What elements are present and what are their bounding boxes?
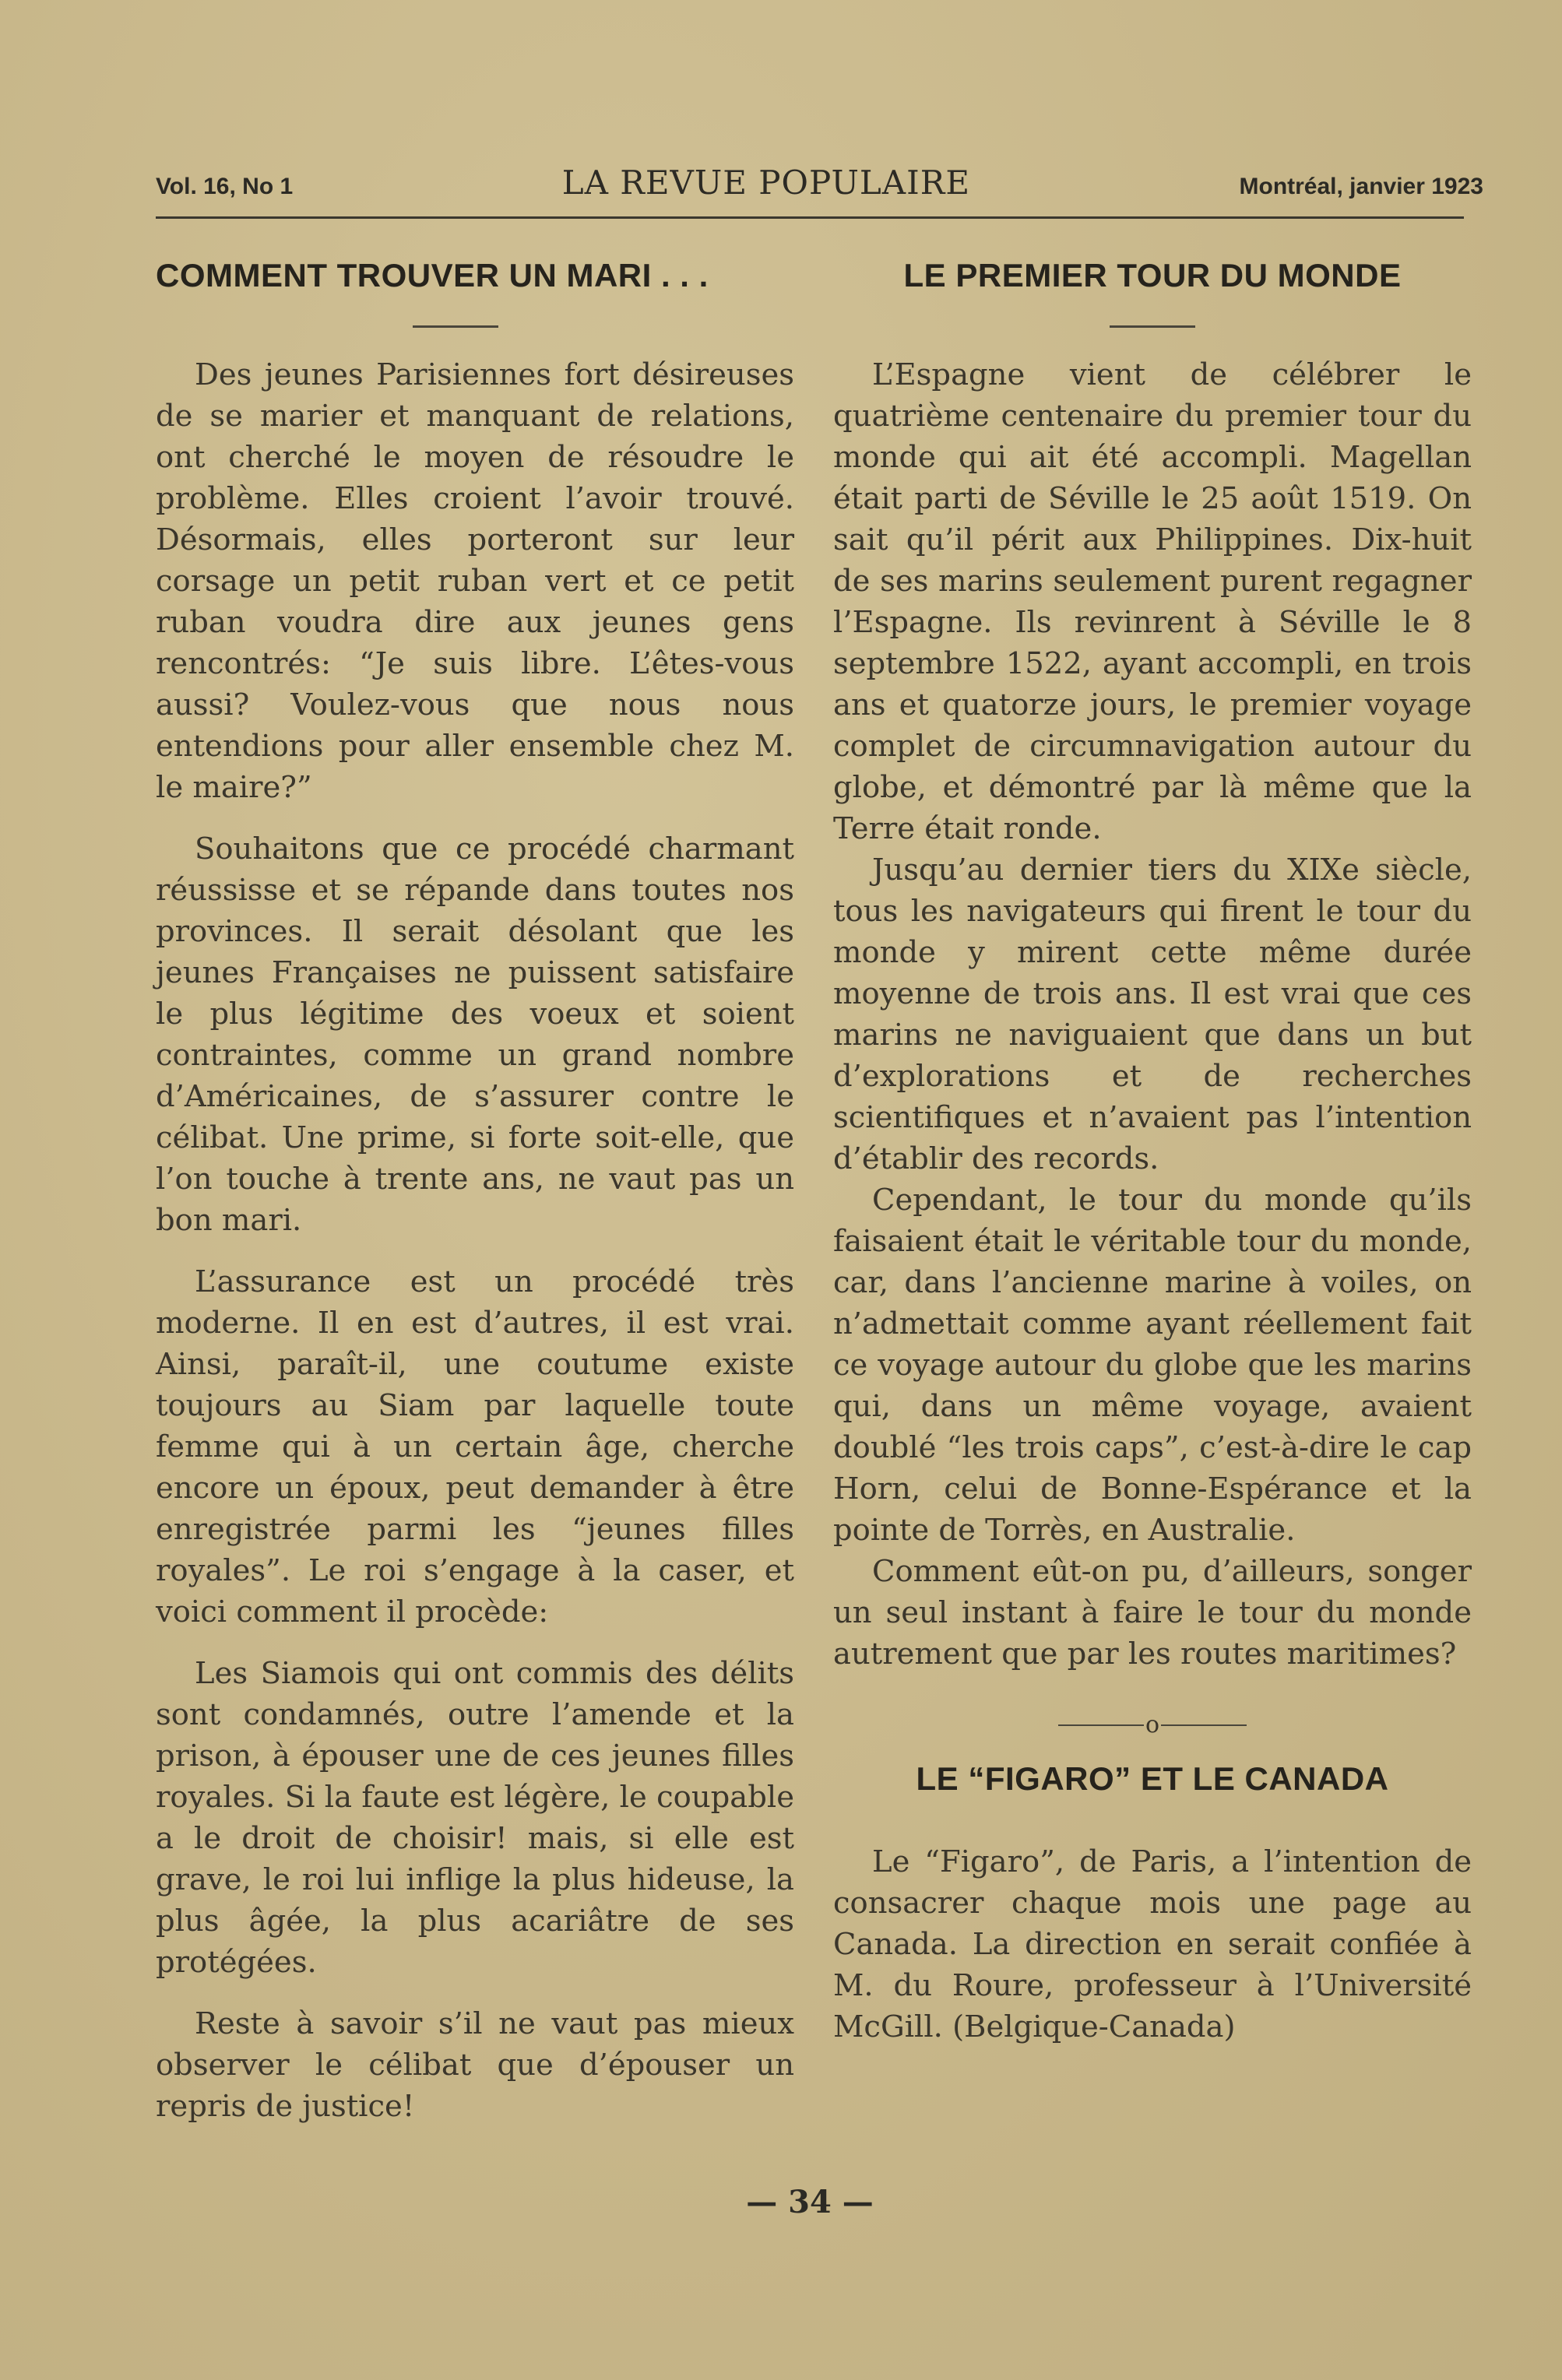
header-rule [156, 216, 1464, 219]
article-paragraph: L’assurance est un procédé très moderne. Il en est d’autres, il est vrai. Ainsi, paraît-il, une coutume existe toujours au Siam par laquelle toute femme qui à un certain âge, cherche encore un époux, peut demander à être enregistrée parmi les “jeunes filles royales”. Le roi s’engage à la caser, et voici comment il procède: [156, 1264, 794, 1629]
article-paragraph: Les Siamois qui ont commis des délits sont condamnés, outre l’amende et la prison, à épouser une de ces jeunes filles royales. Si la faute est légère, le coupable a le droit de choisir! mais, si elle est grave, le roi lui inflige la plus hideuse, la plus âgée, la plus acariâtre de ses protégées. [156, 1656, 794, 1980]
article-paragraph: Reste à savoir s’il ne vaut pas mieux observer le célibat que d’épouser un repris de justice! [156, 2006, 794, 2124]
page-header [156, 163, 1483, 210]
page-number: — 34 — [746, 2184, 874, 2220]
headline-divider [1110, 325, 1195, 328]
article-headline-mari: COMMENT TROUVER UN MARI . . . [156, 257, 709, 294]
separator-line [1161, 1724, 1247, 1726]
article-paragraph: Des jeunes Parisiennes fort désireuses de se marier et manquant de relations, ont cherché le moyen de résoudre le problème. Elles croient l’avoir trouvé. Désormais, elles porteront sur leur corsage un petit ruban vert et ce petit ruban voudra dire aux jeunes gens rencontrés: “Je suis libre. L’êtes-vous aussi? Voulez-vous que nous nous entendions pour aller ensemble chez M. le maire?” [156, 357, 794, 805]
section-separator [833, 1711, 1472, 1738]
article-headline-tour-du-monde: LE PREMIER TOUR DU MONDE [903, 257, 1402, 294]
article-paragraph: Jusqu’au dernier tiers du XIXe siècle, tous les navigateurs qui firent le tour du monde y mirent cette même durée moyenne de trois ans. Il est vrai que ces marins ne naviguaient que dans un but d’explorations et de recherches scientifiques et n’avaient pas l’intention d’établir des records. [833, 853, 1472, 1176]
headline-spacing [833, 1798, 1472, 1841]
headline-divider [413, 325, 498, 328]
article-paragraph: Le “Figaro”, de Paris, a l’intention de consacrer chaque mois une page au Canada. La direction en serait confiée à M. du Roure, professeur à l’Université McGill. (Belgique-Canada) [833, 1844, 1472, 2044]
volume-number: Vol. 16, No 1 [156, 174, 294, 199]
article-headline-figaro: LE “FIGARO” ET LE CANADA [916, 1760, 1389, 1797]
left-column [156, 249, 794, 2147]
right-column [833, 249, 1472, 2048]
article-paragraph: L’Espagne vient de célébrer le quatrième centenaire du premier tour du monde qui ait été accompli. Magellan était parti de Séville le 25 août 1519. On sait qu’il périt aux Philippines. Dix-huit de ses marins seulement purent regagner l’Espagne. Ils revinrent à Séville le 8 septembre 1522, ayant accompli, en trois ans et quatorze jours, le premier voyage complet de circumnavigation autour du globe, et démontré par là même que la Terre était ronde. [833, 357, 1472, 846]
publication-title: LA REVUE POPULAIRE [561, 163, 970, 202]
issue-date: Montréal, janvier 1923 [1239, 174, 1483, 199]
separator-line [1058, 1724, 1144, 1726]
article-paragraph: Souhaitons que ce procédé charmant réussisse et se répande dans toutes nos provinces. Il serait désolant que les jeunes Françaises ne puissent satisfaire le plus légitime des voeux et soient contraintes, comme un grand nombre d’Américaines, de s’assurer contre le célibat. Une prime, si forte soit-elle, que l’on touche à trente ans, ne vaut pas un bon mari. [156, 831, 794, 1238]
article-paragraph: Comment eût-on pu, d’ailleurs, songer un seul instant à faire le tour du monde autrement que par les routes maritimes? [833, 1554, 1472, 1672]
separator-mark: o [1145, 1711, 1160, 1738]
article-paragraph: Cependant, le tour du monde qu’ils faisaient était le véritable tour du monde, car, dans l’ancienne marine à voiles, on n’admettait comme ayant réellement fait ce voyage autour du globe que les marins qui, dans un même voyage, avaient doublé “les trois caps”, c’est-à-dire le cap Horn, celui de Bonne-Espérance et la pointe de Torrès, en Australie. [833, 1183, 1472, 1548]
